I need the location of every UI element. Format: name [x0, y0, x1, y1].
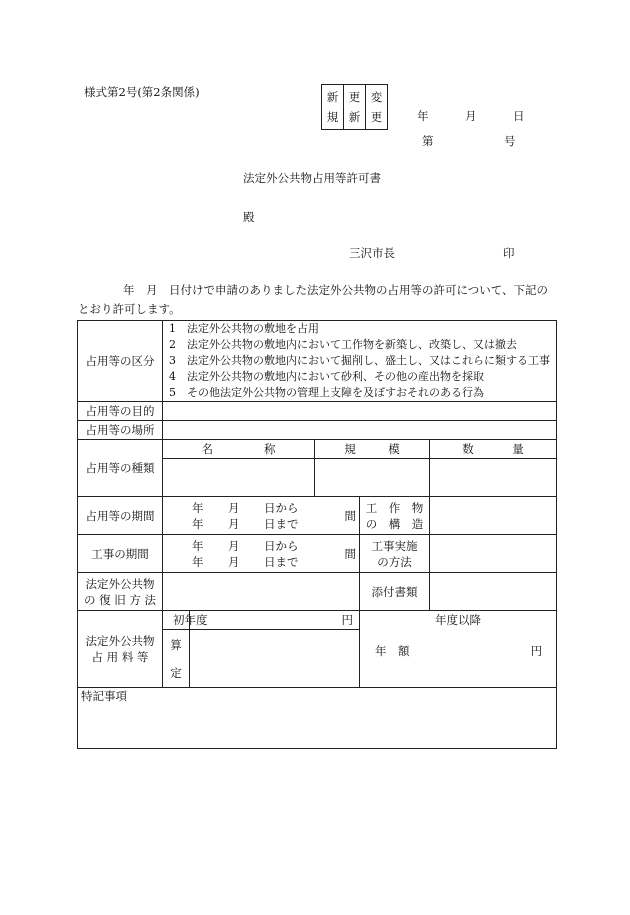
- table-row: [78, 440, 557, 459]
- calc-field[interactable]: [190, 630, 360, 688]
- date-month-label: 月: [465, 109, 477, 123]
- location-field[interactable]: [163, 421, 557, 440]
- type-change-cell[interactable]: 変 更: [366, 85, 388, 130]
- issuer-name: 三沢市長: [349, 246, 395, 260]
- number-prefix: 第: [422, 134, 434, 148]
- calc-label: 算 定: [163, 630, 190, 688]
- category-item[interactable]: 3 法定外公共物の敷地内において掘削し、盛土し、又はこれらに類する工事: [169, 354, 550, 367]
- document-title: 法定外公共物占用等許可書: [243, 171, 381, 185]
- attachments-label: 添付書類: [360, 573, 430, 611]
- first-year-label: 初年度: [163, 611, 190, 630]
- structure-label: 工 作 物 の 構 造: [360, 497, 430, 535]
- table-row: [78, 573, 557, 611]
- period-label: 占用等の期間: [78, 497, 163, 535]
- table-row: [78, 611, 557, 630]
- type-new-cell[interactable]: 新 規: [322, 85, 344, 130]
- kind-name-field[interactable]: [163, 459, 315, 497]
- table-row: [78, 321, 557, 402]
- restore-field[interactable]: [163, 573, 360, 611]
- addressee-suffix: 殿: [243, 210, 255, 224]
- purpose-field[interactable]: [163, 402, 557, 421]
- date-day-label: 日: [513, 109, 525, 123]
- attachments-field[interactable]: [430, 573, 557, 611]
- first-year-amount-field[interactable]: 円: [190, 611, 360, 630]
- category-list: [163, 321, 557, 402]
- period-field[interactable]: 年 月 日から 年 月 日まで 間: [163, 497, 360, 535]
- location-label: 占用等の場所: [78, 421, 163, 440]
- work-period-label: 工事の期間: [78, 535, 163, 573]
- category-item[interactable]: 1 法定外公共物の敷地を占用: [169, 322, 319, 335]
- work-method-label: 工事実施 の方法: [360, 535, 430, 573]
- work-method-field[interactable]: [430, 535, 557, 573]
- seal-mark: 印: [503, 246, 515, 260]
- category-item[interactable]: 5 その他法定外公共物の管理上支障を及ぼすおそれのある行為: [169, 386, 484, 399]
- table-row: [78, 421, 557, 440]
- type-renew-cell[interactable]: 更 新: [344, 85, 366, 130]
- kind-quantity-field[interactable]: [430, 459, 557, 497]
- structure-field[interactable]: [430, 497, 557, 535]
- kind-scale-header: 規 模: [315, 440, 430, 459]
- later-years-label: 年度以降: [435, 613, 482, 627]
- kind-quantity-header: 数 量: [430, 440, 557, 459]
- purpose-label: 占用等の目的: [78, 402, 163, 421]
- table-row: [78, 535, 557, 573]
- annual-amount-field[interactable]: 年 額 円: [375, 644, 543, 658]
- table-row: [78, 402, 557, 421]
- number-suffix: 号: [504, 134, 516, 148]
- table-row: [78, 688, 557, 749]
- kind-scale-field[interactable]: [315, 459, 430, 497]
- date-year-label: 年: [417, 109, 429, 123]
- permit-table: [77, 320, 557, 749]
- kind-name-header: 名 称: [163, 440, 315, 459]
- notes-field[interactable]: [78, 688, 557, 749]
- kind-label: 占用等の種類: [78, 440, 163, 497]
- category-item[interactable]: 4 法定外公共物の敷地内において砂利、その他の産出物を採取: [169, 370, 484, 383]
- application-type-box: [321, 84, 388, 130]
- work-period-field[interactable]: 年 月 日から 年 月 日まで 間: [163, 535, 360, 573]
- notes-label: 特記事項: [81, 689, 127, 703]
- form-number: 様式第2号(第2条関係): [84, 85, 200, 99]
- intro-paragraph: 年 月 日付けで申請のありました法定外公共物の占用等の許可について、下記のとおり許可します。: [78, 283, 549, 316]
- later-years-section: [360, 611, 557, 688]
- category-label: 占用等の区分: [78, 321, 163, 402]
- fee-label: 法定外公共物 占 用 料 等: [78, 611, 163, 688]
- category-item[interactable]: 2 法定外公共物の敷地内において工作物を新築し、改築し、又は撤去: [169, 338, 517, 351]
- restore-label: 法定外公共物 の 復 旧 方 法: [78, 573, 163, 611]
- table-row: [78, 497, 557, 535]
